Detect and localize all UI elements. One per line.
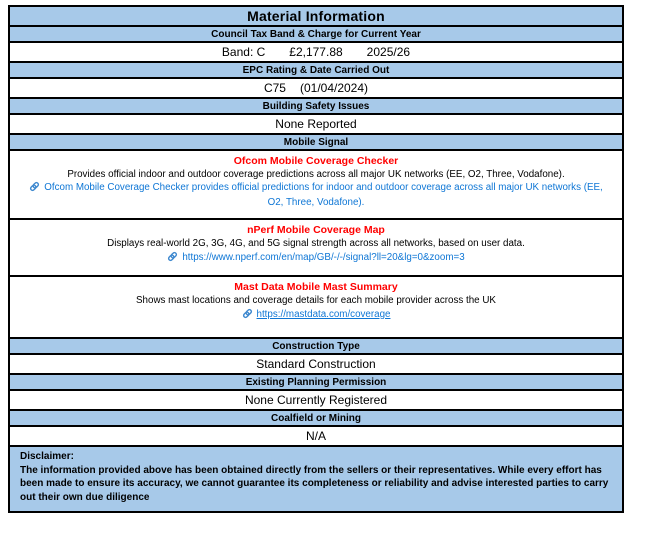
construction-value: Standard Construction (256, 357, 376, 371)
ofcom-coverage-block (10, 151, 622, 220)
nperf-block-description: Displays real-world 2G, 3G, 4G, and 5G signal strength across all networks, based on user data. (107, 238, 525, 249)
building-safety-value: None Reported (275, 117, 357, 131)
disclaimer-title: Disclaimer: (20, 451, 74, 462)
nperf-block-title: nPerf Mobile Coverage Map (247, 224, 385, 236)
section-header-coalfield (10, 411, 622, 427)
coalfield-value-row (10, 427, 622, 447)
mast-data-block-description: Shows mast locations and coverage details for each mobile provider across the UK (136, 295, 496, 306)
mast-data-block-title: Mast Data Mobile Mast Summary (234, 281, 398, 293)
page-title (10, 7, 622, 27)
disclaimer-body: The information provided above has been obtained directly from the sellers or their representatives. While every effort has been made to ensure its accuracy, we cannot guarantee its completeness or reliability and advise interested parties to carry out their own due diligence (20, 464, 609, 503)
section-header-mobile-signal (10, 135, 622, 151)
section-header-label: Construction Type (272, 340, 360, 352)
section-header-construction (10, 339, 622, 355)
construction-value-row (10, 355, 622, 375)
chain-link-icon[interactable] (167, 251, 178, 266)
ofcom-block-title: Ofcom Mobile Coverage Checker (233, 155, 399, 167)
council-tax-band: Band: C (221, 45, 266, 59)
nperf-coverage-block (10, 220, 622, 277)
nperf-coverage-link[interactable] (167, 252, 464, 263)
ofcom-block-description: Provides official indoor and outdoor coverage predictions across all major UK networks (EE, O2, Three, Vodafone). (67, 169, 565, 180)
disclaimer (10, 447, 622, 511)
council-tax-value-row (10, 43, 622, 63)
ofcom-link-line (28, 181, 604, 209)
section-header-council-tax (10, 27, 622, 43)
epc-date: (01/04/2024) (299, 81, 369, 95)
section-header-label: Building Safety Issues (262, 100, 370, 112)
nperf-link-line (20, 251, 612, 266)
building-safety-value-row (10, 115, 622, 135)
mast-data-link-line (20, 308, 612, 323)
chain-link-icon[interactable] (242, 308, 253, 323)
section-header-label: Coalfield or Mining (271, 412, 361, 424)
mast-data-coverage-link[interactable] (242, 309, 391, 320)
page-title-text: Material Information (247, 8, 385, 24)
planning-value-row (10, 391, 622, 411)
ofcom-link-text[interactable]: Ofcom Mobile Coverage Checker provides official predictions for indoor and outdoor coverage across all major UK networks (EE, O2, Three, Vodafone). (44, 182, 603, 208)
planning-value: None Currently Registered (244, 393, 388, 407)
mast-data-link-text[interactable]: https://mastdata.com/coverage (256, 309, 391, 320)
coalfield-value: N/A (305, 429, 326, 443)
section-header-label: Mobile Signal (283, 136, 349, 148)
epc-rating: C75 (263, 81, 286, 95)
epc-value-row (10, 79, 622, 99)
section-header-label: EPC Rating & Date Carried Out (242, 64, 390, 76)
mast-data-block (10, 277, 622, 339)
section-header-epc (10, 63, 622, 79)
council-tax-charge: £2,177.88 (289, 45, 343, 59)
section-header-label: Existing Planning Permission (245, 376, 387, 388)
chain-link-icon[interactable] (29, 181, 40, 196)
section-header-planning (10, 375, 622, 391)
material-information-table (8, 5, 624, 513)
council-tax-year: 2025/26 (366, 45, 411, 59)
section-header-label: Council Tax Band & Charge for Current Year (211, 28, 421, 40)
section-header-building-safety (10, 99, 622, 115)
nperf-link-text[interactable]: https://www.nperf.com/en/map/GB/-/-/signal?ll=20&lg=0&zoom=3 (182, 252, 465, 263)
ofcom-coverage-link[interactable] (29, 182, 603, 208)
